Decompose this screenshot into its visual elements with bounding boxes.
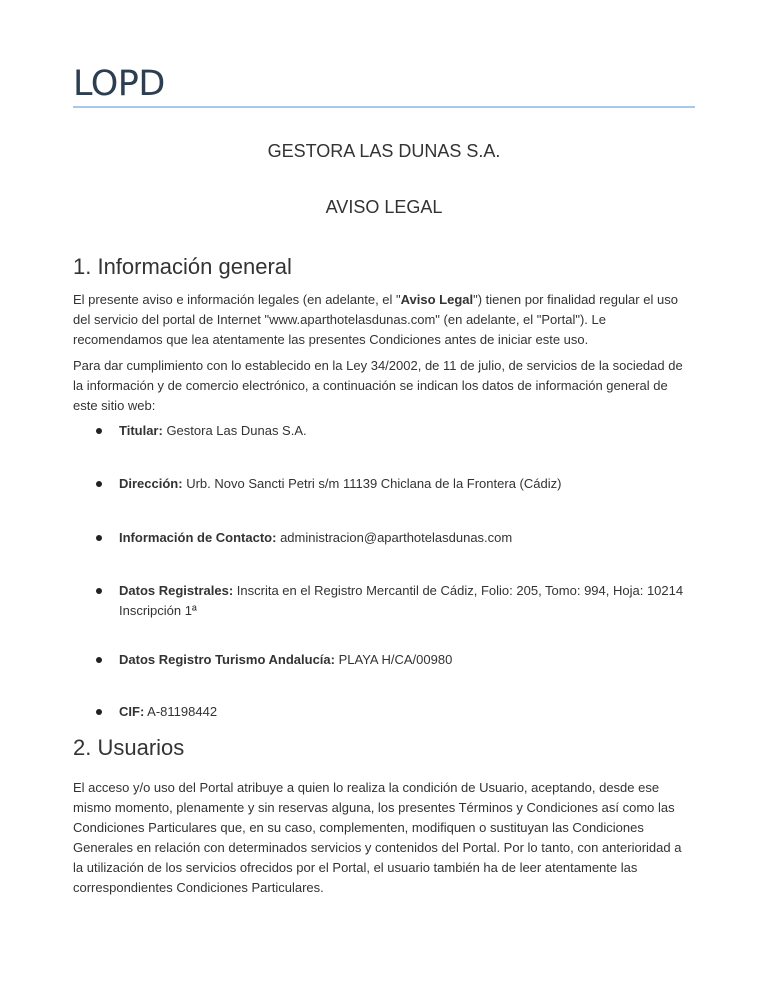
item-value: Urb. Novo Sancti Petri s/m 11139 Chiclana de la Frontera (Cádiz) — [182, 476, 562, 491]
item-value: Inscrita en el Registro Mercantil de Cádiz, Folio: 205, Tomo: 994, Hoja: 10214 Inscripción 1ª — [119, 583, 684, 618]
title-divider — [73, 106, 695, 108]
item-label: Dirección: — [119, 476, 183, 491]
page-title: LOPD — [73, 64, 165, 104]
list-item — [119, 528, 689, 548]
item-value: A-81198442 — [144, 704, 218, 719]
p1-text-a: El presente aviso e información legales (en adelante, el " — [73, 292, 401, 307]
p1-bold: Aviso Legal — [400, 292, 474, 307]
company-name: GESTORA LAS DUNAS S.A. — [267, 141, 501, 161]
list-item — [119, 474, 689, 494]
section-2-heading: 2. Usuarios — [73, 735, 185, 760]
section-1-heading: 1. Información general — [73, 254, 292, 279]
list-item — [119, 421, 689, 441]
item-label: Información de Contacto: — [119, 530, 277, 545]
p1-text-c: ") tienen por finalidad regular el uso del servicio del portal de Internet "www.aparthotelasdunas.com" (en adelante, el "Portal"). Le recomendamos que lea atentamente las presentes Condiciones antes de iniciar este uso. — [73, 292, 678, 347]
section-2-paragraph-1: El acceso y/o uso del Portal atribuye a quien lo realiza la condición de Usuario, aceptando, desde ese mismo momento, plenamente y sin reservas alguna, los presentes Términos y Condiciones así como las Condiciones Particulares que, en su caso, complementen, modifiquen o sustituyan las Condiciones Generales en relación con determinados servicios y contenidos del Portal. Por lo tanto, con anterioridad a la utilización de los servicios ofrecidos por el Portal, el usuario también ha de leer atentamente las correspondientes Condiciones Particulares. — [73, 780, 682, 895]
section-1-paragraph-2: Para dar cumplimiento con lo establecido en la Ley 34/2002, de 11 de julio, de servicios de la sociedad de la información y de comercio electrónico, a continuación se indican los datos de información general de este sitio web: — [73, 358, 683, 413]
item-value: PLAYA H/CA/00980 — [334, 652, 453, 667]
item-value: Gestora Las Dunas S.A. — [162, 423, 307, 438]
item-label: Datos Registrales: — [119, 583, 234, 598]
item-label: CIF: — [119, 704, 145, 719]
item-label: Datos Registro Turismo Andalucía: — [119, 652, 335, 667]
list-item — [119, 581, 689, 621]
section-1-paragraph-1 — [73, 290, 695, 350]
list-item — [119, 702, 689, 722]
item-value: administracion@aparthotelasdunas.com — [276, 530, 513, 545]
item-label: Titular: — [119, 423, 163, 438]
document-subtitle: AVISO LEGAL — [325, 197, 443, 217]
list-item — [119, 650, 689, 670]
